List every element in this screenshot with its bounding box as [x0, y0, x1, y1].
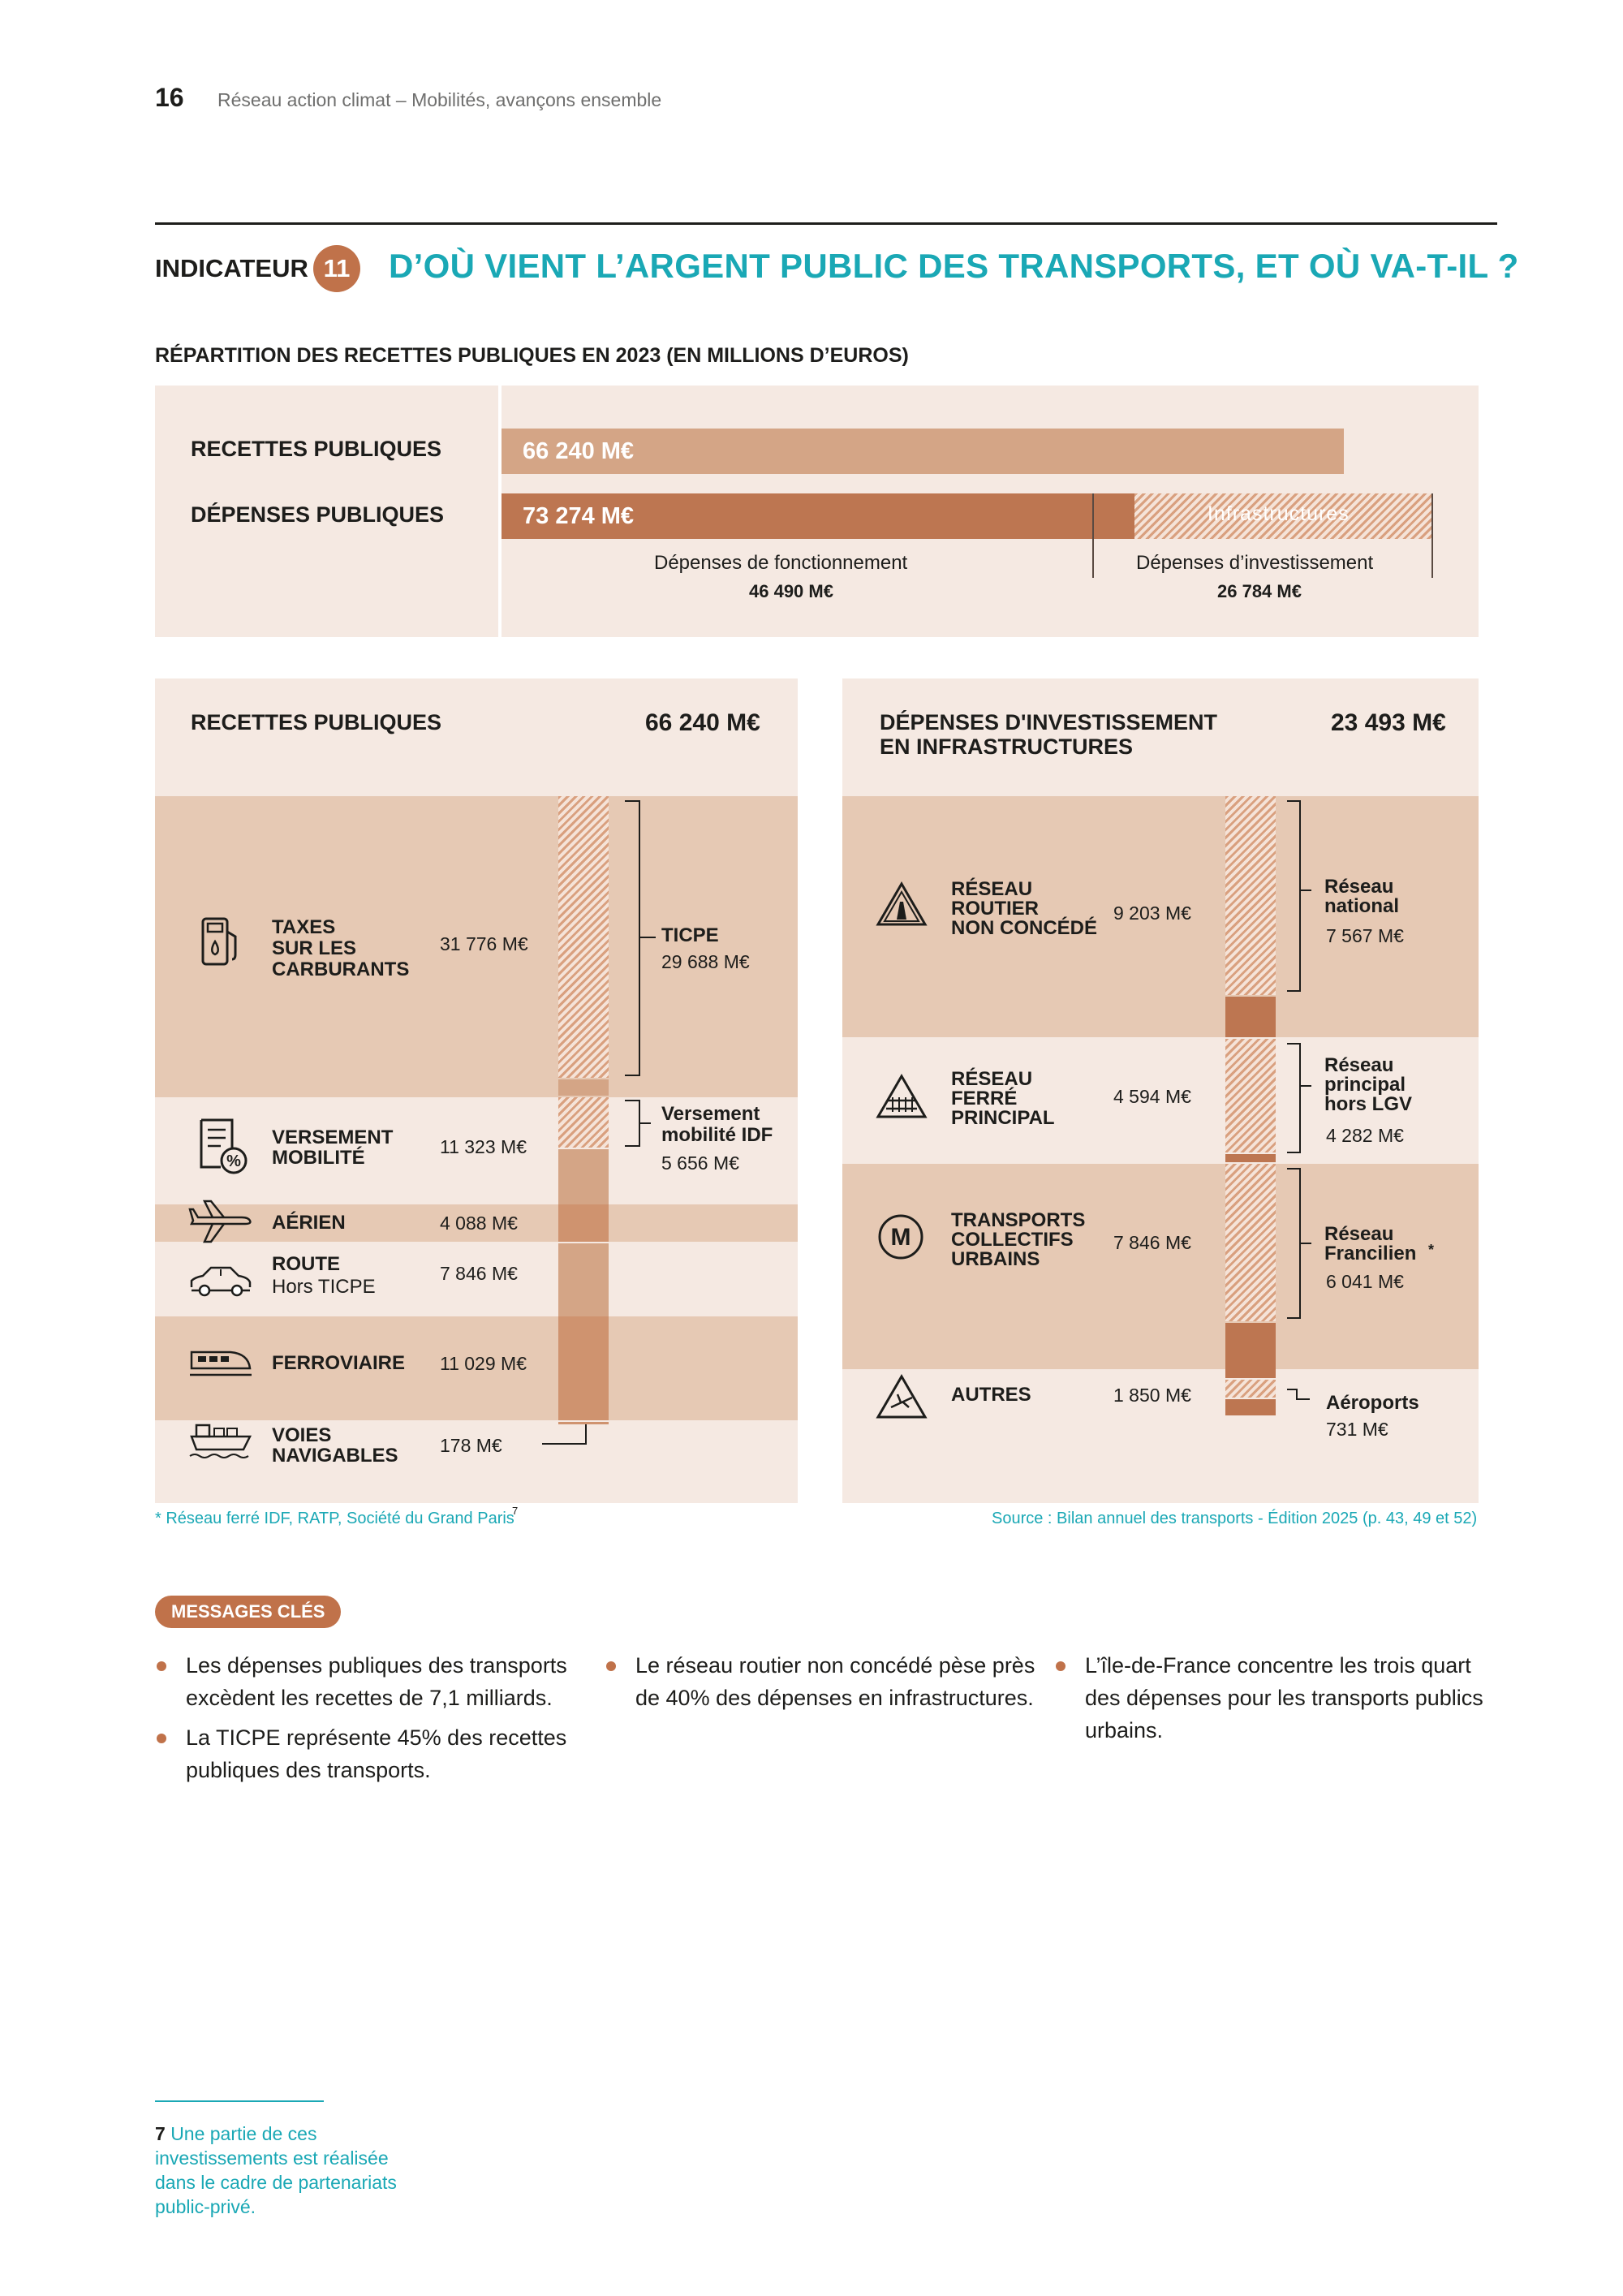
key-messages-badge: MESSAGES CLÉS: [155, 1596, 341, 1628]
boat-icon: [188, 1419, 253, 1462]
footnote-rule: [155, 2100, 324, 2102]
reseau-francilien-hatched-segment: [1225, 1164, 1276, 1321]
reseau-national-hatched-segment: [1225, 796, 1276, 995]
principal-hors-lgv-label-2: principal: [1324, 1074, 1406, 1096]
transports-urbains-label-2: COLLECTIFS: [951, 1229, 1074, 1251]
asterisk-footnote-ref: 7: [512, 1505, 519, 1517]
key-message-3: Le réseau routier non concédé pèse près de 40% des dépenses en infrastructures.: [635, 1653, 1035, 1710]
taxes-solid-segment: [558, 1079, 609, 1096]
receipt-percent-icon: [196, 1117, 252, 1175]
investissement-value: 26 784 M€: [1217, 581, 1302, 601]
autres-label: AUTRES: [951, 1384, 1031, 1406]
footnote-7: [155, 2122, 407, 2219]
message-bullet: [606, 1661, 616, 1671]
recettes-panel-title: RECETTES PUBLIQUES: [191, 710, 442, 734]
page-number: 16: [155, 83, 184, 112]
asterisk-footnote: * Réseau ferré IDF, RATP, Société du Grand Paris: [155, 1510, 514, 1527]
metro-icon: [876, 1213, 925, 1261]
transports-urbains-label-3: URBAINS: [951, 1248, 1040, 1270]
taxes-carburants-label-1: TAXES: [272, 916, 336, 938]
versement-mobilite-label-1: VERSEMENT: [272, 1126, 394, 1148]
principal-hors-lgv-hatched-segment: [1225, 1039, 1276, 1152]
versement-idf-value: 5 656 M€: [661, 1152, 739, 1174]
aeroports-hatched-segment: [1225, 1380, 1276, 1398]
route-value: 7 846 M€: [440, 1263, 518, 1284]
autres-solid-segment: [1225, 1399, 1276, 1415]
ferre-solid-segment: [1225, 1154, 1276, 1162]
svg-text:M: M: [890, 1224, 911, 1251]
versement-mobilite-value: 11 323 M€: [440, 1136, 527, 1157]
top-rule: [155, 222, 1497, 225]
aeroports-leader: [1287, 1388, 1319, 1412]
chart-title: RÉPARTITION DES RECETTES PUBLIQUES EN 2023 (EN MILLIONS D’EUROS): [155, 344, 909, 367]
band-transports-urbains: [842, 1164, 1479, 1369]
reseau-routier-value: 9 203 M€: [1113, 902, 1191, 924]
reseau-national-label-1: Réseau: [1324, 876, 1394, 898]
taxes-carburants-value: 31 776 M€: [440, 933, 528, 954]
ticpe-value: 29 688 M€: [661, 951, 750, 972]
page-title: D’OÙ VIENT L’ARGENT PUBLIC DES TRANSPORTS, ET OÙ VA-T-IL ?: [389, 247, 1519, 285]
principal-hors-lgv-label-3: hors LGV: [1324, 1093, 1413, 1115]
reseau-ferre-label-3: PRINCIPAL: [951, 1107, 1055, 1129]
autres-value: 1 850 M€: [1113, 1385, 1191, 1406]
aeroports-value: 731 M€: [1326, 1419, 1388, 1440]
ferroviaire-value: 11 029 M€: [440, 1353, 527, 1374]
routier-solid-segment: [1225, 997, 1276, 1037]
principal-hors-lgv-bracket: [1287, 1042, 1319, 1156]
depenses-row-label: DÉPENSES PUBLIQUES: [191, 502, 445, 527]
reseau-national-label-2: national: [1324, 895, 1400, 917]
reseau-francilien-label-2: Francilien: [1324, 1243, 1417, 1264]
indicator-label: INDICATEUR: [155, 254, 308, 282]
voies-navigables-label-1: VOIES: [272, 1424, 332, 1446]
voies-navigables-leader: [542, 1424, 591, 1449]
versement-solid-segment: [558, 1149, 609, 1204]
message-bullet: [1056, 1661, 1065, 1671]
fonctionnement-label: Dépenses de fonctionnement: [654, 552, 908, 574]
investissement-label: Dépenses d’investissement: [1136, 552, 1374, 574]
key-message-2: La TICPE représente 45% des recettes publiques des transports.: [186, 1725, 567, 1782]
recettes-bar-value: 66 240 M€: [523, 438, 635, 464]
reseau-ferre-label-1: RÉSEAU: [951, 1068, 1033, 1090]
airport-sign-icon: [875, 1373, 928, 1422]
infrastructures-label: Infrastructures: [1207, 502, 1350, 525]
voies-navigables-value: 178 M€: [440, 1435, 502, 1456]
aeroports-label: Aéroports: [1326, 1392, 1419, 1414]
versement-idf-hatched-segment: [558, 1097, 609, 1148]
transports-urbains-value: 7 846 M€: [1113, 1232, 1191, 1253]
ferroviaire-segment: [558, 1316, 609, 1420]
fonctionnement-value: 46 490 M€: [749, 581, 833, 601]
source-note: Source : Bilan annuel des transports - Édition 2025 (p. 43, 49 et 52): [992, 1510, 1478, 1527]
urbains-solid-segment: [1225, 1323, 1276, 1378]
principal-hors-lgv-value: 4 282 M€: [1326, 1125, 1404, 1146]
footnote-7-text: Une partie de ces investissements est réalisée dans le cadre de partenariats public-privé.: [155, 2123, 397, 2217]
recettes-row-label: RECETTES PUBLIQUES: [191, 437, 442, 461]
ticpe-label: TICPE: [661, 924, 719, 946]
message-bullet: [157, 1734, 166, 1743]
route-label: ROUTE: [272, 1253, 340, 1275]
car-icon: [188, 1263, 253, 1300]
key-message-4: L’île-de-France concentre les trois quart des dépenses pour les transports publics urbains.: [1085, 1653, 1483, 1742]
rail-crossing-sign-icon: [875, 1073, 928, 1122]
reseau-ferre-label-2: FERRÉ: [951, 1088, 1018, 1109]
road-sign-icon: [875, 881, 928, 929]
indicator-number-badge: 11: [313, 245, 360, 292]
route-hors-ticpe: Hors TICPE: [272, 1276, 376, 1298]
route-segment: [558, 1243, 609, 1316]
taxes-carburants-label-3: CARBURANTS: [272, 958, 410, 980]
depenses-bar-value: 73 274 M€: [523, 503, 635, 529]
running-title: Réseau action climat – Mobilités, avançons ensemble: [217, 89, 662, 110]
versement-mobilite-label-2: MOBILITÉ: [272, 1147, 365, 1169]
reseau-francilien-label-1: Réseau: [1324, 1223, 1394, 1245]
reseau-routier-label-3: NON CONCÉDÉ: [951, 917, 1098, 939]
train-icon: [188, 1342, 253, 1380]
reseau-routier-label-1: RÉSEAU: [951, 878, 1033, 900]
transports-urbains-label-1: TRANSPORTS: [951, 1209, 1086, 1231]
recettes-panel-total: 66 240 M€: [645, 709, 760, 736]
infrastructures-panel-title-2: EN INFRASTRUCTURES: [880, 734, 1134, 759]
reseau-routier-label-2: ROUTIER: [951, 898, 1039, 920]
principal-hors-lgv-label-1: Réseau: [1324, 1054, 1394, 1076]
ticpe-hatched-segment: [558, 796, 609, 1078]
aerien-segment: [558, 1204, 609, 1242]
infrastructures-panel-title-1: DÉPENSES D'INVESTISSEMENT: [880, 710, 1218, 734]
infrastructures-panel-total: 23 493 M€: [1331, 709, 1446, 736]
footnote-7-number: 7: [155, 2123, 166, 2144]
end-line-investment: [1431, 493, 1433, 578]
svg-text:%: %: [226, 1152, 241, 1170]
key-message-1: Les dépenses publiques des transports excèdent les recettes de 7,1 milliards.: [186, 1653, 567, 1710]
message-bullet: [157, 1661, 166, 1671]
aerien-label: AÉRIEN: [272, 1212, 346, 1234]
versement-idf-label-2: mobilité IDF: [661, 1124, 773, 1146]
voies-navigables-label-2: NAVIGABLES: [272, 1445, 398, 1467]
airplane-icon: [188, 1198, 253, 1247]
reseau-ferre-value: 4 594 M€: [1113, 1086, 1191, 1107]
reseau-francilien-bracket: [1287, 1167, 1319, 1321]
split-line-investment: [1092, 493, 1094, 578]
reseau-francilien-asterisk: *: [1428, 1242, 1435, 1258]
reseau-francilien-value: 6 041 M€: [1326, 1271, 1404, 1292]
aerien-value: 4 088 M€: [440, 1213, 518, 1234]
ferroviaire-label: FERROVIAIRE: [272, 1352, 406, 1374]
reseau-national-bracket: [1287, 799, 1319, 994]
versement-idf-label-1: Versement: [661, 1103, 760, 1125]
taxes-carburants-label-2: SUR LES: [272, 937, 357, 959]
fuel-pump-icon: [196, 915, 245, 967]
reseau-national-value: 7 567 M€: [1326, 925, 1404, 946]
